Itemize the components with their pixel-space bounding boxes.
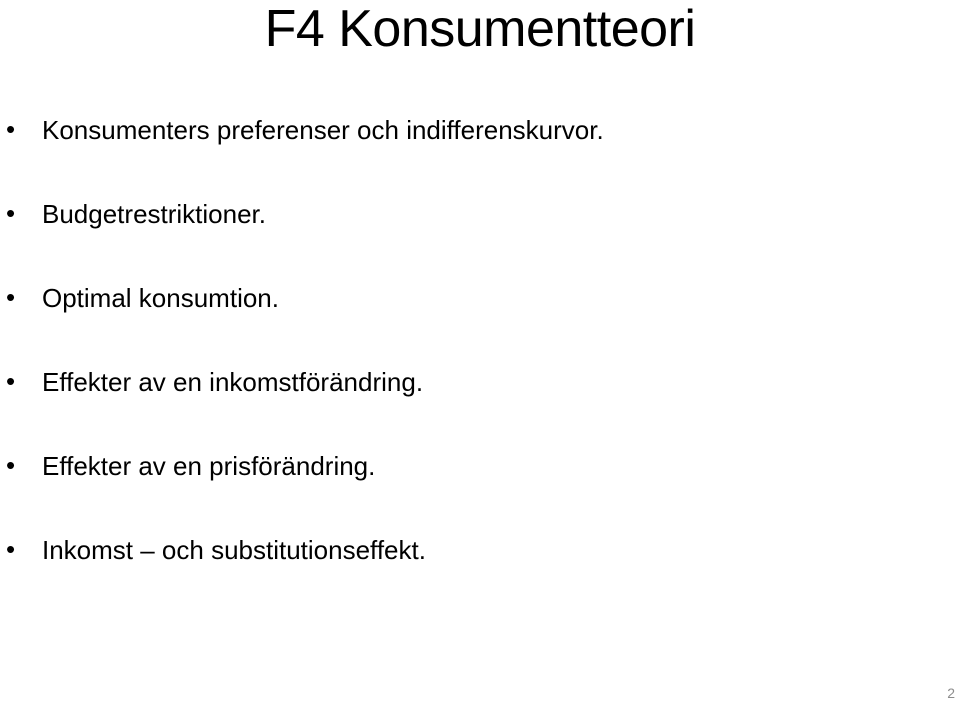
- bullet-text: Optimal konsumtion.: [42, 283, 279, 313]
- bullet-text: Konsumenters preferenser och indifferenskurvor.: [42, 115, 604, 145]
- bullet-icon: •: [6, 198, 16, 228]
- bullet-text: Inkomst – och substitutionseffekt.: [42, 535, 426, 565]
- bullet-text: Effekter av en prisförändring.: [42, 451, 376, 481]
- bullet-text: Budgetrestriktioner.: [42, 199, 267, 229]
- bullet-text: Effekter av en inkomstförändring.: [42, 367, 424, 397]
- bullet-icon: •: [6, 114, 16, 144]
- slide-title: F4 Konsumentteori: [264, 0, 696, 58]
- bullet-icon: •: [6, 534, 16, 564]
- bullet-icon: •: [6, 450, 16, 480]
- bullet-icon: •: [6, 366, 16, 396]
- bullet-icon: •: [6, 282, 16, 312]
- page-number: 2: [947, 685, 955, 701]
